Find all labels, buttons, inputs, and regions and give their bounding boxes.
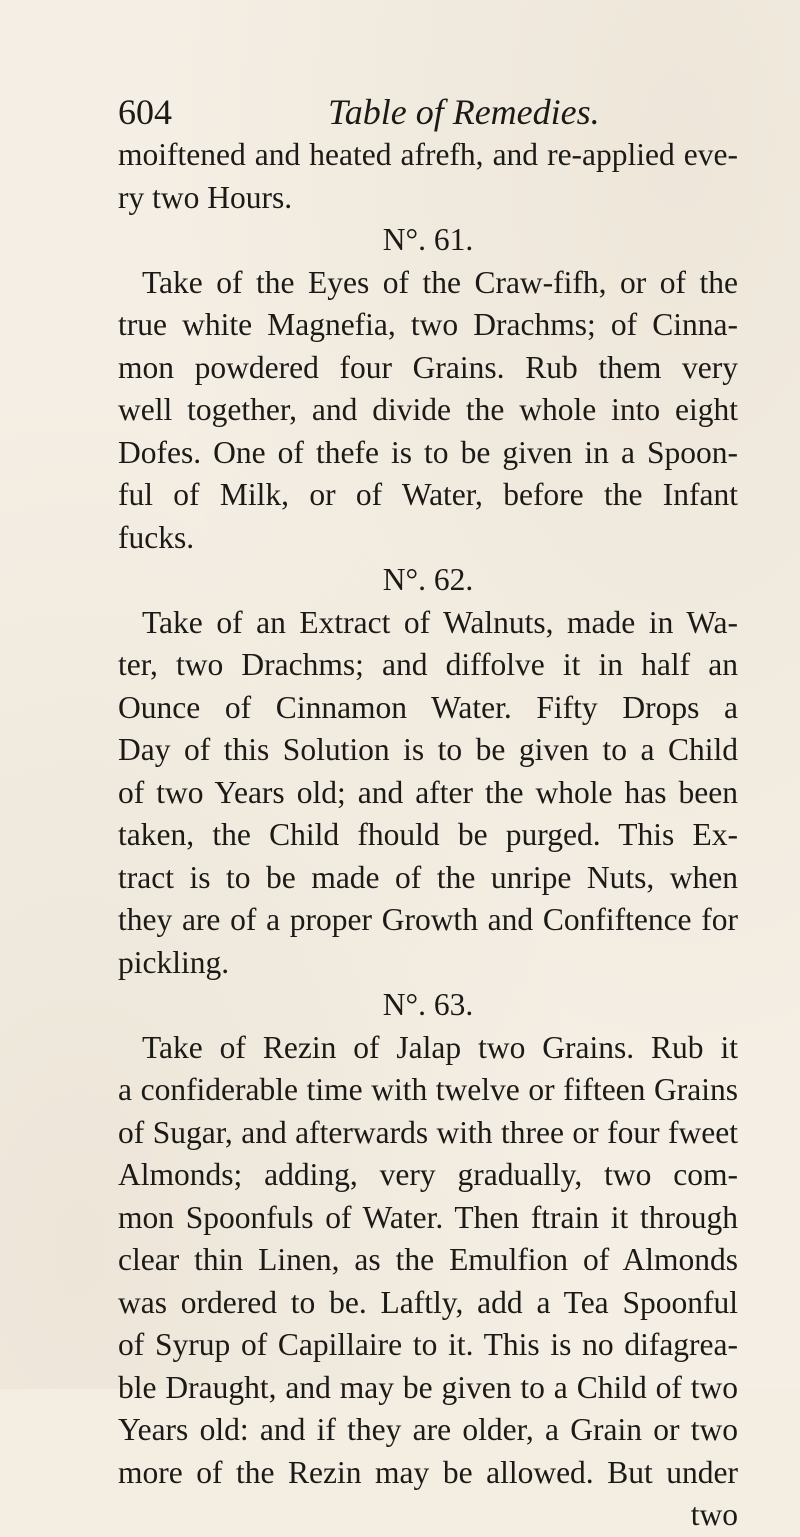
text-line: ter, two Drachms; and diffolve it in half an (118, 647, 738, 682)
text-line: Take of the Eyes of the Craw-fifh, or of the (142, 264, 738, 300)
text-line: of Syrup of Capillaire to it. This is no difagrea- (118, 1327, 738, 1362)
catchword: two (690, 1497, 738, 1532)
text-line: of two Years old; and after the whole has been (118, 774, 738, 810)
text-line: fucks. (118, 519, 195, 555)
text-line: mon Spoonfuls of Water. Then ftrain it through (118, 1199, 738, 1235)
recipe-number: N°. 62. (382, 562, 474, 597)
text-line: Dofes. One of thefe is to be given in a Spoon- (118, 434, 738, 470)
text-line: Take of an Extract of Walnuts, made in Wa- (142, 604, 738, 640)
text-line: a confiderable time with twelve or fifteen Grains (118, 1072, 738, 1107)
page-header (118, 92, 738, 132)
text-line: was ordered to be. Laftly, add a Tea Spoonful (118, 1284, 738, 1320)
text-line: more of the Rezin may be allowed. But under (118, 1454, 738, 1490)
text-line: ful of Milk, or of Water, before the Infant (118, 477, 738, 512)
text-line: Years old: and if they are older, a Grain or two (118, 1412, 738, 1447)
text-line: well together, and divide the whole into eight (118, 392, 738, 427)
text-line: true white Magnefia, two Drachms; of Cinna- (118, 307, 738, 342)
text-line: Take of Rezin of Jalap two Grains. Rub it (142, 1029, 738, 1065)
text-line: ble Draught, and may be given to a Child of two (118, 1369, 738, 1405)
page-number: 604 (118, 92, 172, 132)
text-line: taken, the Child fhould be purged. This Ex- (118, 817, 738, 852)
text-line: mon powdered four Grains. Rub them very (118, 349, 738, 385)
text-line: moiftened and heated afrefh, and re-applied eve- (118, 137, 738, 172)
text-line: clear thin Linen, as the Emulfion of Almonds (118, 1242, 738, 1277)
recipe-number: N°. 61. (382, 222, 474, 257)
text-line: pickling. (118, 944, 230, 980)
text-line: of Sugar, and afterwards with three or four fweet (118, 1114, 738, 1150)
text-line: ry two Hours. (118, 179, 293, 215)
recipe-number: N°. 63. (382, 987, 474, 1022)
text-line: Ounce of Cinnamon Water. Fifty Drops a (118, 689, 738, 725)
text-line: tract is to be made of the unripe Nuts, when (118, 859, 738, 895)
running-head: Table of Remedies. (328, 92, 600, 132)
text-line: they are of a proper Growth and Confiftence for (118, 902, 738, 937)
body-text (118, 134, 738, 1537)
text-line: Day of this Solution is to be given to a Child (118, 732, 738, 767)
text-line: Almonds; adding, very gradually, two com- (118, 1157, 738, 1192)
